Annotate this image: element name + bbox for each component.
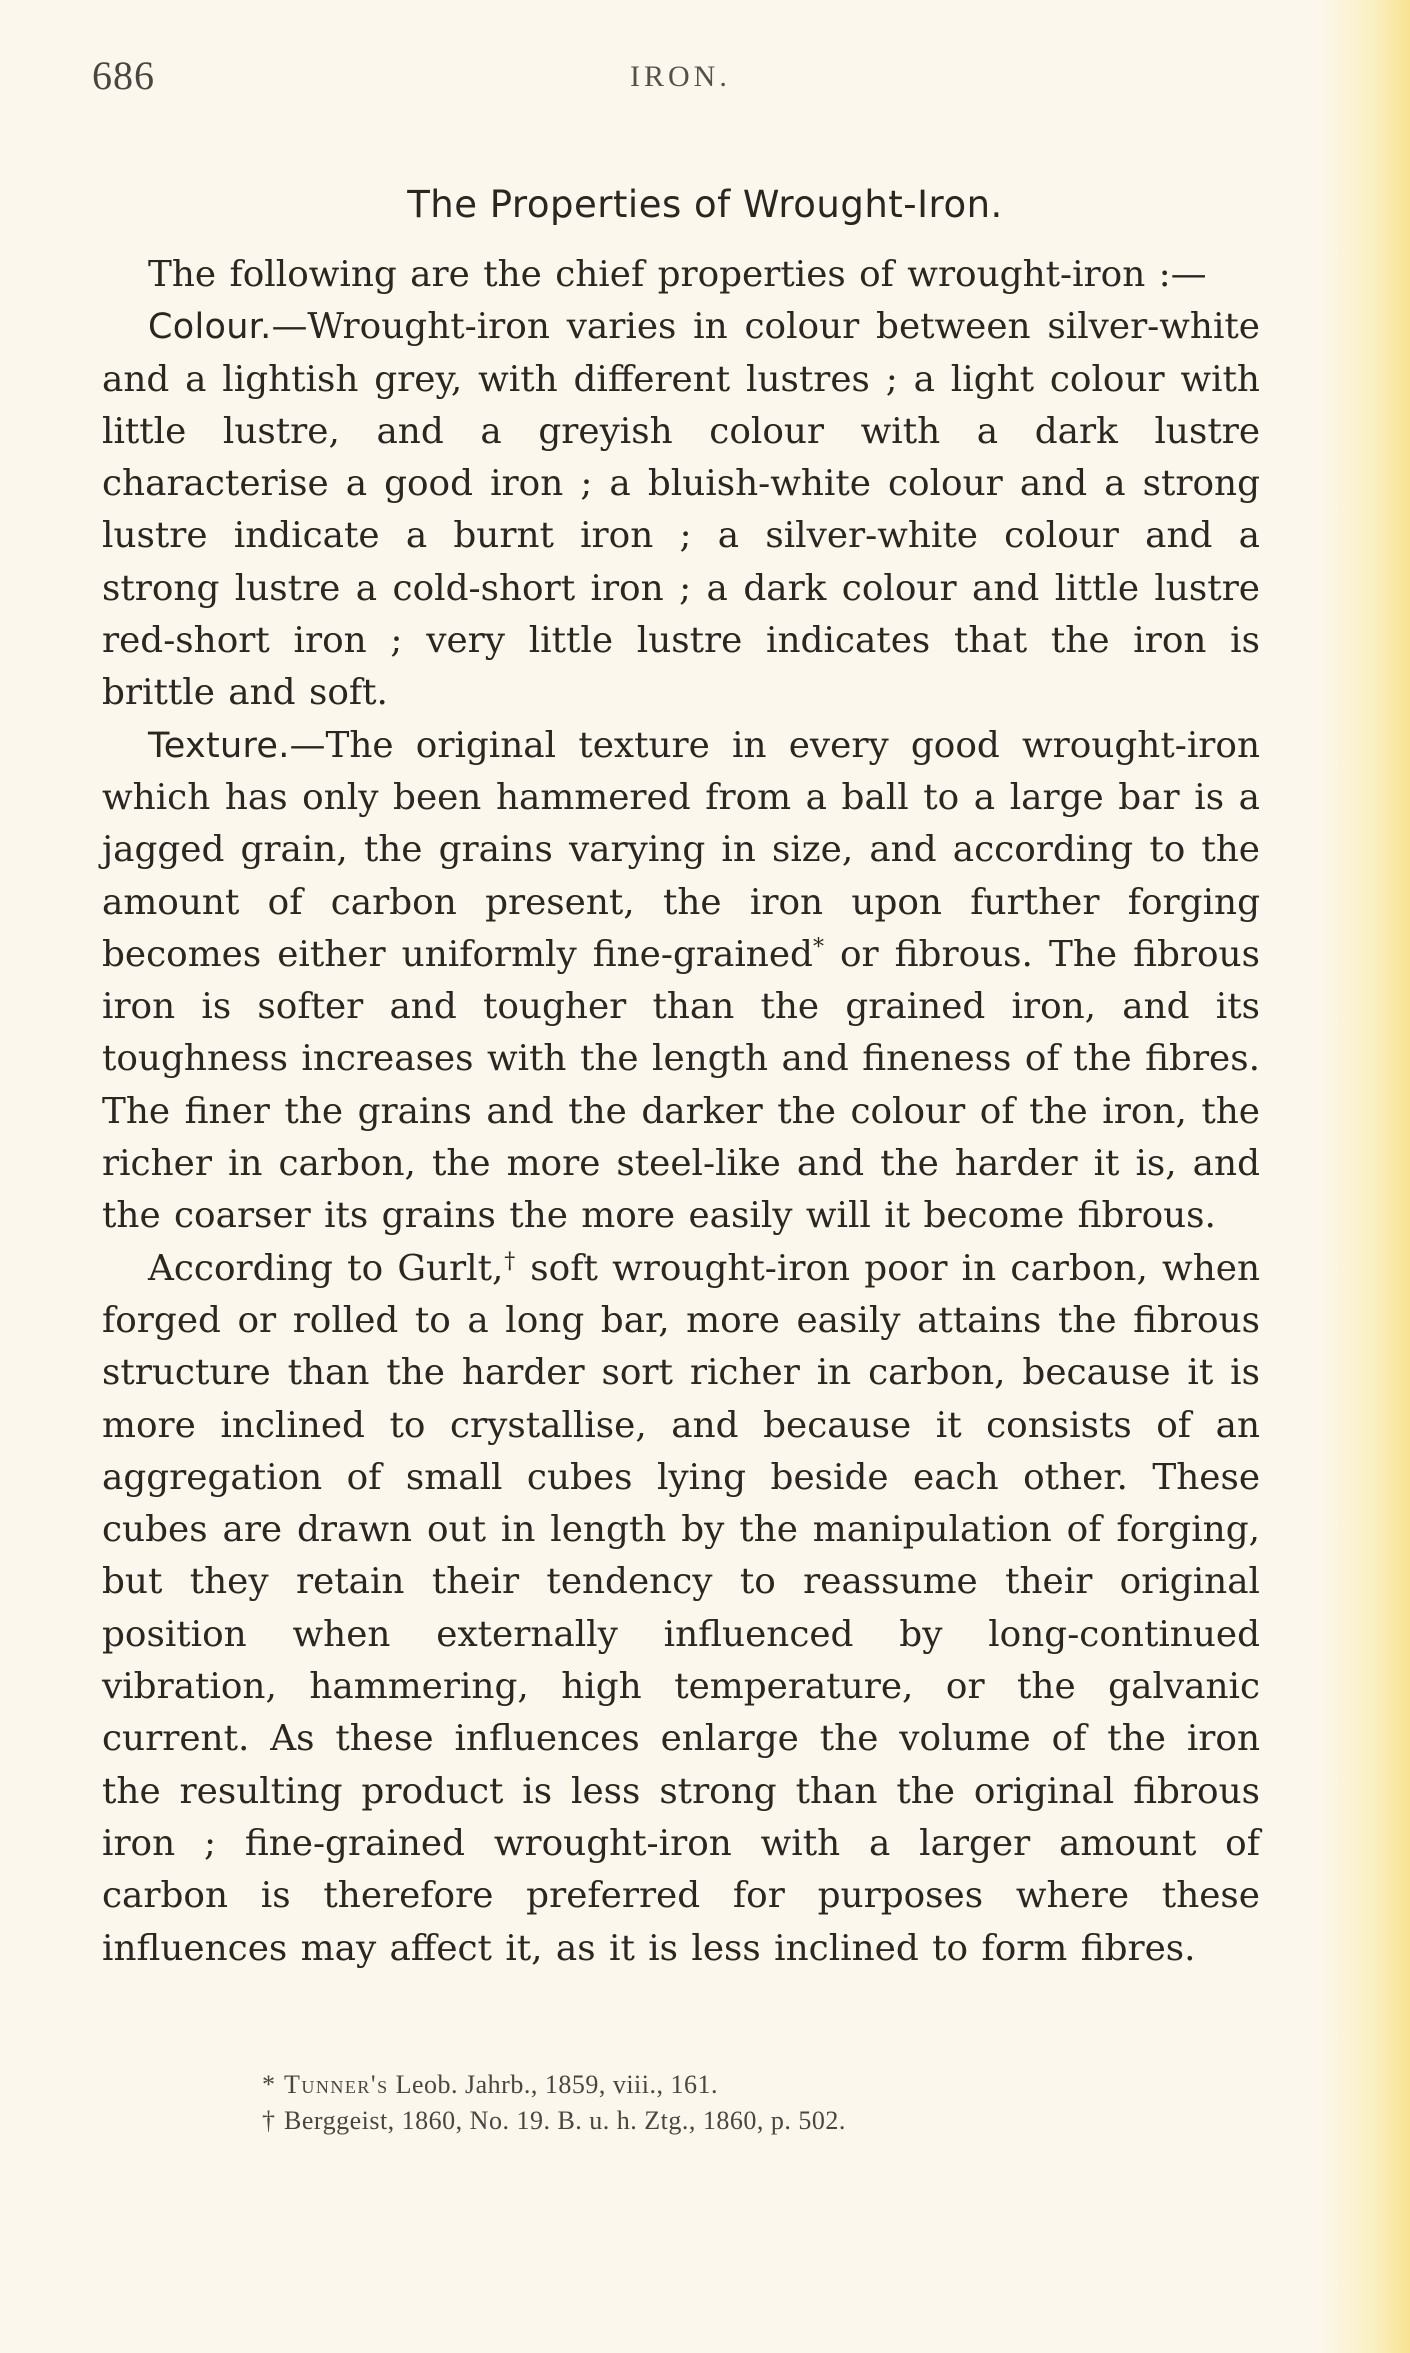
paragraph-intro (102, 249, 1260, 301)
paragraph-lead: Texture. (148, 725, 290, 766)
running-head (92, 52, 1260, 102)
footnote-mark: † (262, 2106, 276, 2135)
paragraph-gurlt (102, 1243, 1260, 1975)
footnote-text: Berggeist, 1860, No. 19. B. u. h. Ztg., 1860, p. 502. (284, 2106, 846, 2135)
footnote (262, 2103, 1162, 2139)
page-edge-shading (1320, 0, 1410, 2353)
footnote (262, 2067, 1162, 2103)
paragraph-text: According to Gurlt, (148, 1247, 504, 1289)
footnote-reference[interactable]: * (812, 934, 824, 960)
paragraph-text-continued: or fibrous. The fibrous iron is softer and tougher than the grained iron, and its toughness increases with the length and fineness of the fibres. The finer the grains and the darker the colour of the iron, the richer in carbon, the more steel-like and the harder it is, and the coarser its grains the more easily will it become fibrous. (102, 933, 1260, 1237)
paragraph-text: —The original texture in every good wrought-iron which has only been hammered from a ball to a large bar is a jagged grain, the grains varying in size, and according to the amount of carbon present, the iron upon further forging becomes either uniformly fine-grained (102, 724, 1260, 975)
paragraph-colour (102, 301, 1260, 719)
paragraph-text: —Wrought-iron varies in colour between silver-white and a lightish grey, with different lustres ; a light colour with little lustre, and a greyish colour with a dark lustre characterise a good iron ; a bluish-white colour and a strong lustre indicate a burnt iron ; a silver-white colour and a strong lustre a cold-short iron ; a dark colour and little lustre red-short iron ; very little lustre indicates that the iron is brittle and soft. (102, 306, 1260, 714)
page-number: 686 (92, 53, 155, 98)
section-title: The Properties of Wrought-Iron. (407, 183, 1003, 226)
paragraph-text: The following are the chief properties of wrought-iron :— (148, 254, 1207, 295)
footnote-text: Leob. Jahrb., 1859, viii., 161. (388, 2070, 718, 2099)
footnotes (262, 2067, 1162, 2139)
footnote-reference[interactable]: † (503, 1248, 517, 1274)
running-title: IRON. (630, 60, 731, 93)
body-text (102, 249, 1260, 1975)
paragraph-texture (102, 720, 1260, 1243)
footnote-author: Tunner's (284, 2070, 389, 2099)
footnote-mark: * (262, 2070, 276, 2099)
paragraph-text-continued: soft wrought-iron poor in carbon, when forged or rolled to a long bar, more easily attains the fibrous structure than the harder sort richer in carbon, because it is more inclined to crystallise, and because it consists of an aggregation of small cubes lying beside each other. These cubes are drawn out in length by the manipulation of forging, but they retain their tendency to reassume their original position when externally influenced by long-continued vibration, hammering, high temperature, or the galvanic current. As these influences enlarge the volume of the iron the resulting product is less strong than the original fibrous iron ; fine-grained wrought-iron with a larger amount of carbon is therefore preferred for purposes where these influences may affect it, as it is less inclined to form fibres. (102, 1247, 1260, 1969)
paragraph-lead: Colour. (148, 307, 272, 348)
